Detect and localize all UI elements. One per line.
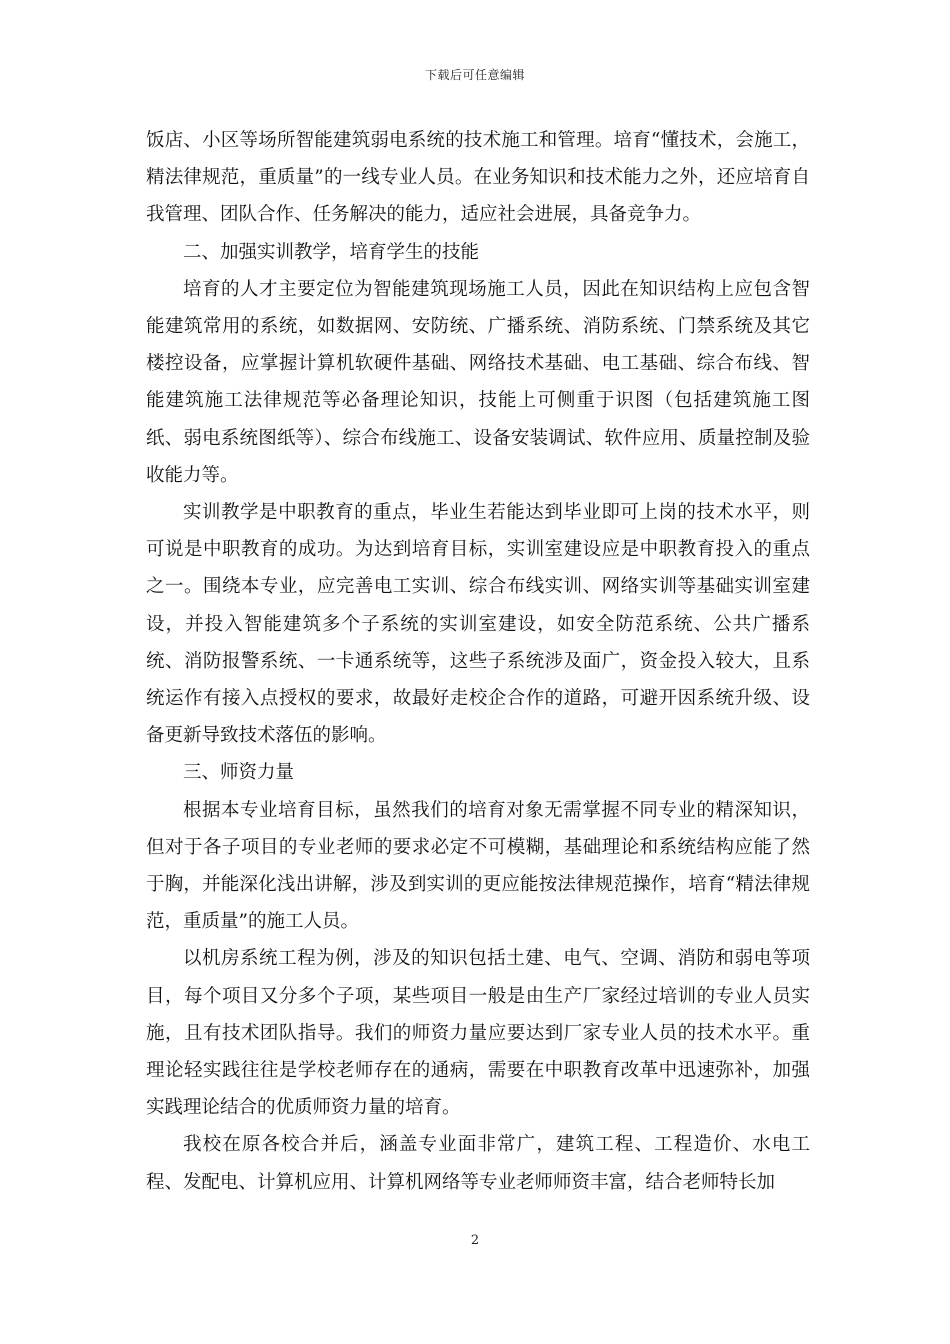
paragraph: 根据本专业培育目标，虽然我们的培育对象无需掌握不同专业的精深知识，但对于各子项目的专业老师的要求必定不可模糊，基础理论和系统结构应能了然于胸，并能深化浅出讲解，涉及到实训的更应能按法律规范操作，培育“精法律规范，重质量”的施工人员。 (146, 799, 810, 933)
paragraph: 培育的人才主要定位为智能建筑现场施工人员，因此在知识结构上应包含智能建筑常用的系统，如数据网、安防统、广播系统、消防系统、门禁系统及其它楼控设备，应掌握计算机软硬件基础、网络技术基础、电工基础、综合布线、智能建筑施工法律规范等必备理论知识，技能上可侧重于识图（包括建筑施工图纸、弱电系统图纸等）、综合布线施工、设备安装调试、软件应用、质量控制及验收能力等。 (146, 278, 810, 486)
paragraph: 以机房系统工程为例，涉及的知识包括土建、电气、空调、消防和弱电等项目，每个项目又分多个子项，某些项目一般是由生产厂家经过培训的专业人员实施，且有技术团队指导。我们的师资力量应要达到厂家专业人员的技术水平。重理论轻实践往往是学校老师存在的通病，需要在中职教育改革中迅速弥补，加强实践理论结合的优质师资力量的培育。 (146, 948, 810, 1119)
document-body (146, 122, 810, 1201)
paragraph: 实训教学是中职教育的重点，毕业生若能达到毕业即可上岗的技术水平，则可说是中职教育的成功。为达到培育目标，实训室建设应是中职教育投入的重点之一。围绕本专业，应完善电工实训、综合布线实训、网络实训等基础实训室建设，并投入智能建筑多个子系统的实训室建设，如安全防范系统、公共广播系统、消防报警系统、一卡通系统等，这些子系统涉及面广，资金投入较大，且系统运作有接入点授权的要求，故最好走校企合作的道路，可避开因系统升级、设备更新导致技术落伍的影响。 (146, 502, 810, 747)
paragraph: 我校在原各校合并后，涵盖专业面非常广，建筑工程、工程造价、水电工程、发配电、计算机应用、计算机网络等专业老师师资丰富，结合老师特长加 (146, 1134, 810, 1193)
section-heading-3: 三、师资力量 (183, 762, 295, 784)
page-header: 下载后可任意编辑 (424, 68, 525, 82)
paragraph-continuation: 饭店、小区等场所智能建筑弱电系统的技术施工和管理。培育“懂技术，会施工，精法律规范，重质量”的一线专业人员。在业务知识和技术能力之外，还应培育自我管理、团队合作、任务解决的能力，适应社会进展，具备竞争力。 (146, 130, 810, 226)
page-number: 2 (470, 1233, 480, 1248)
section-heading-2: 二、加强实训教学，培育学生的技能 (183, 241, 480, 263)
